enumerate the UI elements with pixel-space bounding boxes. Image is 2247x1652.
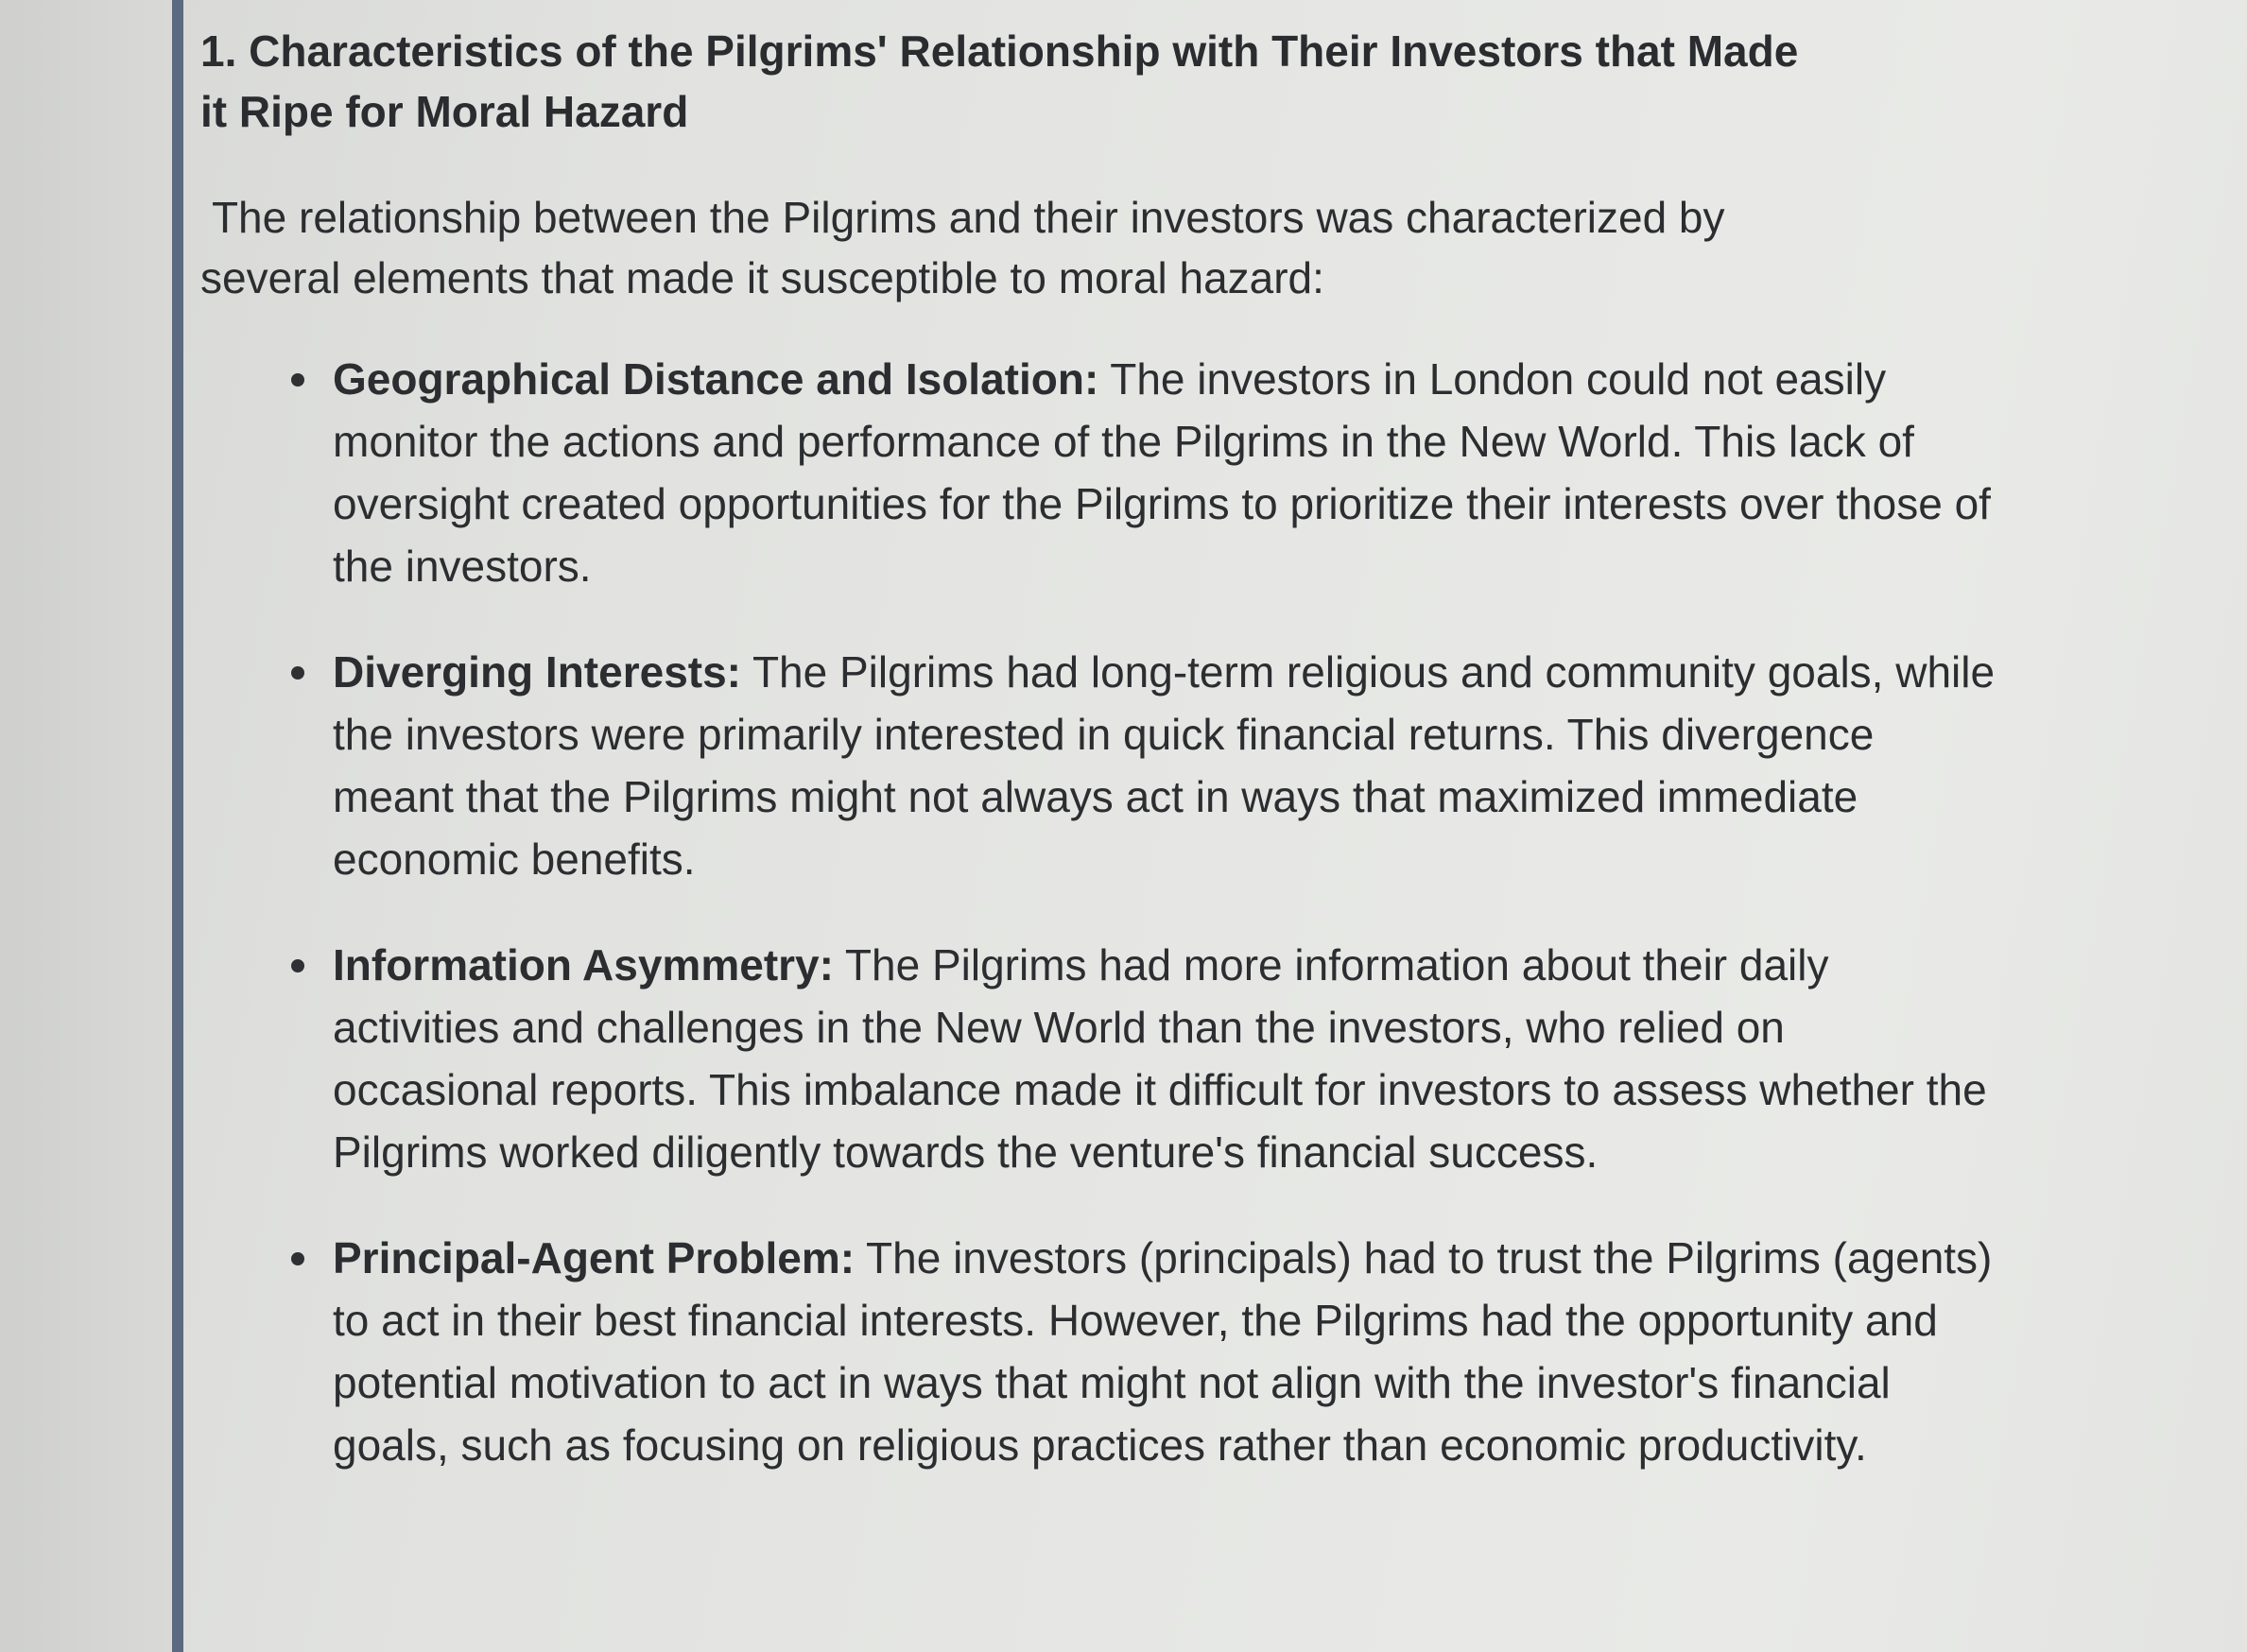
bullet-icon xyxy=(291,373,304,387)
bullet-text: The Pilgrims had more information about their daily activities and challenges in the New World than the investors, who relied on occasional reports. This imbalance made it difficult for investors to assess whether the Pilgrims worked diligently towards the venture's financial success. xyxy=(333,940,1987,1177)
document-content xyxy=(200,21,1996,1520)
bullet-icon xyxy=(291,1252,304,1265)
bullet-icon xyxy=(291,959,304,972)
bullet-term: Information Asymmetry: xyxy=(333,940,834,989)
bullet-text: The investors in London could not easily monitor the actions and performance of the Pilgrims in the New World. This lack of oversight created opportunities for the Pilgrims to prioritize their interests over those of the investors. xyxy=(333,354,1991,591)
bullet-term: Geographical Distance and Isolation: xyxy=(333,354,1099,404)
list-item xyxy=(200,641,1996,890)
list-item xyxy=(200,1227,1996,1476)
list-item xyxy=(200,934,1996,1183)
vertical-rule xyxy=(172,0,183,1652)
intro-text: The relationship between the Pilgrims and their investors was characterized by several elements that made it susceptible to moral hazard: xyxy=(200,193,1725,302)
intro-paragraph[interactable] xyxy=(200,187,1807,308)
bullet-term: Diverging Interests: xyxy=(333,647,741,697)
list-item xyxy=(200,348,1996,597)
bullet-text: The Pilgrims had long-term religious and community goals, while the investors were primarily interested in quick financial returns. This divergence meant that the Pilgrims might not always act in ways that maximized immediate economic benefits. xyxy=(333,647,1996,884)
section-heading: 1. Characteristics of the Pilgrims' Relationship with Their Investors that Made it Ripe for Moral Hazard xyxy=(200,26,1799,136)
bullet-list xyxy=(200,348,1996,1476)
bullet-text: The investors (principals) had to trust the Pilgrims (agents) to act in their best financial interests. However, the Pilgrims had the opportunity and potential motivation to act in ways that might not align with the investor's financial goals, such as focusing on religious practices rather than economic productivity. xyxy=(333,1233,1993,1470)
left-margin xyxy=(0,0,172,1652)
bullet-icon xyxy=(291,666,304,680)
bullet-term: Principal-Agent Problem: xyxy=(333,1233,856,1282)
